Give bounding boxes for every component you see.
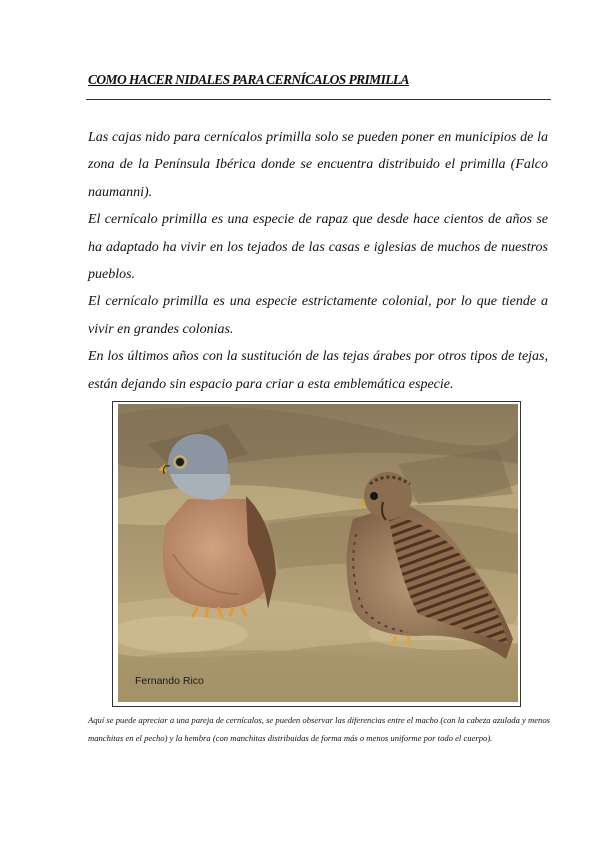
title-divider bbox=[86, 99, 551, 100]
body-text bbox=[88, 124, 548, 398]
photo-credit: Fernando Rico bbox=[135, 675, 204, 687]
paragraph-4: En los últimos años con la sustitución de las tejas árabes por otros tipos de tejas, están dejando sin espacio para criar a esta emblemática especie. bbox=[88, 349, 548, 392]
photo-caption: Aquí se puede apreciar a una pareja de cernícalos, se pueden observar las diferencias entre el macho (con la cabeza azulada y menos manchitas en el pecho) y la hembra (con manchitas distribuidas de forma más o menos uniforme por todo el cuerpo). bbox=[88, 715, 550, 743]
paragraph-2: El cernícalo primilla es una especie de rapaz que desde hace cientos de años se ha adaptado ha vivir en los tejados de las casas e iglesias de muchos de nuestros pueblos. bbox=[88, 212, 548, 283]
paragraph-1: Las cajas nido para cernícalos primilla solo se pueden poner en municipios de la zona de la Península Ibérica donde se encuentra distribuido el primilla (Falco naumanni). bbox=[88, 130, 548, 200]
page-title: COMO HACER NIDALES PARA CERNÍCALOS PRIMILLA bbox=[88, 72, 409, 87]
paragraph-3: El cernícalo primilla es una especie estrictamente colonial, por lo que tiende a vivir en grandes colonias. bbox=[88, 294, 548, 337]
kestrel-pair-photo bbox=[118, 404, 518, 702]
